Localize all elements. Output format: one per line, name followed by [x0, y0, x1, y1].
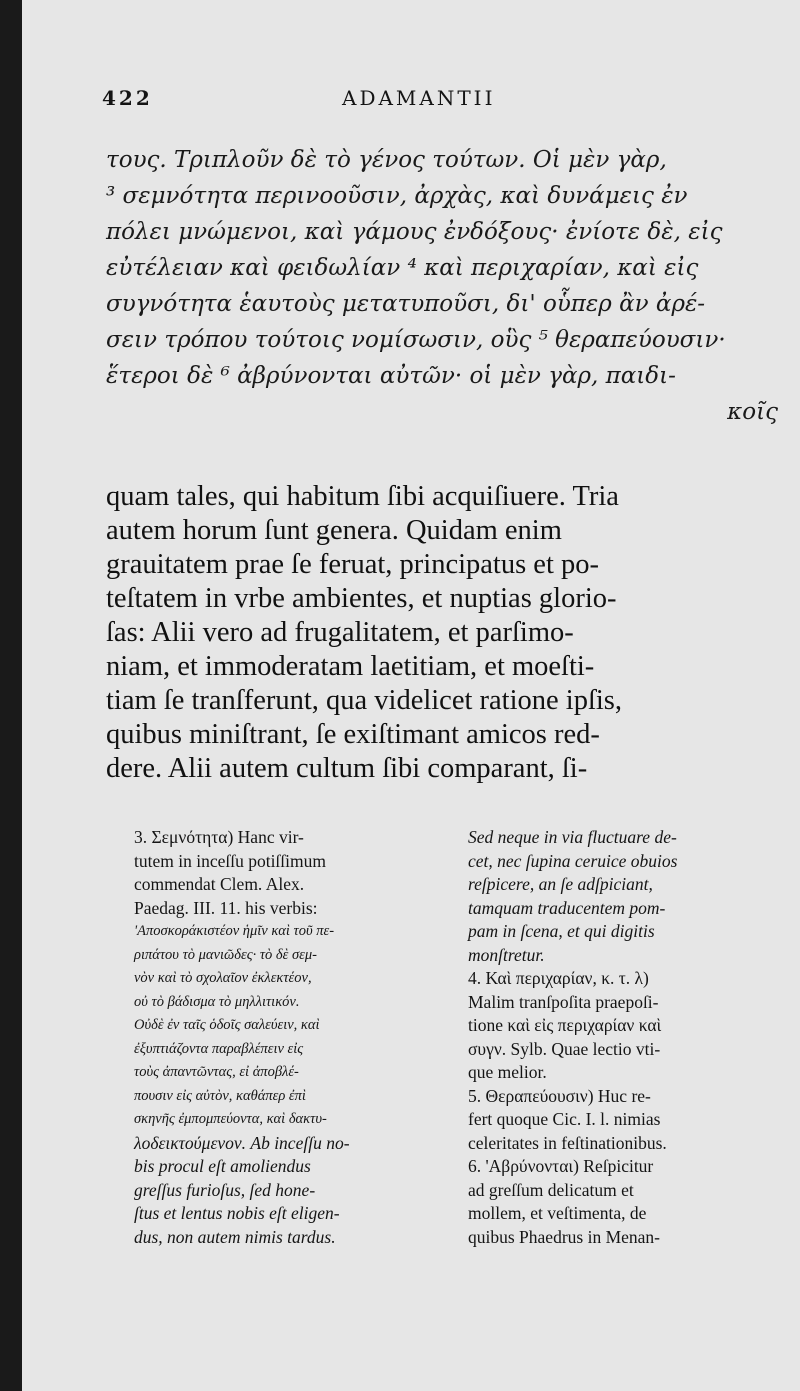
footnote-right-line: 4. Καὶ περιχαρίαν, κ. τ. λ) [468, 968, 649, 988]
footnote-right-line: 6. 'Αβρύνονται) Reſpicitur [468, 1156, 654, 1176]
latin-text-line: teſtatem in vrbe ambientes, et nuptias glorio- [106, 583, 617, 614]
catchword: κοῖς [727, 399, 778, 425]
footnote-right-line: cet, nec ſupina ceruice obuios [468, 850, 678, 871]
latin-text-line: autem horum ſunt genera. Quidam enim [106, 515, 562, 546]
footnote-right-line: celeritates in feſtinationibus. [468, 1132, 667, 1153]
running-title: ADAMANTII [342, 86, 496, 110]
footnote-left-line: τοὺς ἀπαντῶντας, εἰ ἀποβλέ- [134, 1064, 299, 1080]
footnote-left-line: Οὐδὲ ἐν ταῖς ὁδοῖς σαλεύειν, καὶ [134, 1017, 320, 1033]
footnote-right-line: Malim tranſpoſita praepoſi- [468, 991, 659, 1012]
greek-text-line: πόλει μνώμενοι, καὶ γάμους ἐνδόξους· ἐνίοτε δὲ, εἰς [106, 219, 723, 245]
greek-text-line: σειν τρόπου τούτοις νομίσωσιν, οὓς ⁵ θεραπεύουσιν· [106, 327, 726, 353]
greek-text-block [106, 142, 784, 430]
footnote-left-line: commendat Clem. Alex. [134, 874, 305, 894]
footnote-right-line: mollem, et veſtimenta, de [468, 1203, 647, 1223]
footnote-left-line: σκηνῆς ἐμπομπεύοντα, καὶ δακτυ- [134, 1111, 327, 1127]
greek-text-line: συγνότητα ἑαυτοὺς μετατυποῦσι, δι' οὗπερ ἂν ἀρέ- [106, 291, 706, 317]
footnote-right-line: tione καὶ εἰς περιχαρίαν καὶ [468, 1015, 662, 1035]
footnote-left-line: οὐ τὸ βάδισμα τὸ μηλλιτικόν. [134, 993, 300, 1010]
footnote-right-line: que melior. [468, 1062, 547, 1082]
footnote-right-line: Sed neque in via fluctuare de- [468, 827, 677, 847]
latin-text-line: tiam ſe tranſferunt, qua videlicet ratione ipſis, [106, 685, 622, 716]
footnote-right-line: pam in ſcena, et qui digitis [468, 921, 655, 941]
greek-text-line: ³ σεμνότητα περινοοῦσιν, ἀρχὰς, καὶ δυνάμεις ἐν [106, 183, 688, 209]
latin-text-line: quam tales, qui habitum ſibi acquiſiuere. Tria [106, 481, 619, 512]
footnote-left-line: tutem in inceſſu potiſſimum [134, 850, 326, 871]
footnote-right-line: ad greſſum delicatum et [468, 1179, 634, 1200]
footnote-left-line: Paedag. III. 11. his verbis: [134, 897, 318, 918]
footnote-right-line: reſpicere, an ſe adſpiciant, [468, 874, 653, 894]
greek-text-line: τους. Τριπλοῦν δὲ τὸ γένος τούτων. Οἱ μὲν γὰρ, [106, 147, 667, 173]
page-header [102, 86, 742, 126]
latin-text-line: quibus miniſtrant, ſe exiſtimant amicos red- [106, 719, 600, 750]
latin-text-line: niam, et immoderatam laetitiam, et moeſti- [106, 651, 595, 682]
footnote-left-line: 3. Σεμνότητα) Hanc vir- [134, 827, 304, 847]
latin-translation-block [106, 480, 796, 786]
footnote-right-line: quibus Phaedrus in Menan- [468, 1226, 660, 1247]
footnote-left-line: bis procul eſt amoliendus [134, 1156, 311, 1176]
greek-text-line: ἕτεροι δὲ ⁶ ἀβρύνονται αὐτῶν· οἱ μὲν γὰρ, παιδι- [106, 363, 676, 389]
latin-text-line: grauitatem prae ſe feruat, principatus et po- [106, 549, 599, 580]
latin-text-line: dere. Alii autem cultum ſibi comparant, ſi- [106, 753, 588, 784]
footnote-left-line: λοδεικτούμενον. Ab inceſſu no- [134, 1132, 350, 1153]
footnotes [106, 826, 786, 1346]
footnote-left-line: dus, non autem nimis tardus. [134, 1226, 336, 1247]
footnotes-left-column [134, 826, 444, 1249]
book-page [22, 0, 800, 1391]
greek-text-line: εὐτέλειαν καὶ φειδωλίαν ⁴ καὶ περιχαρίαν, καὶ εἰς [106, 255, 699, 281]
footnote-left-line: νὸν καὶ τὸ σχολαῖον ἐκλεκτέον, [134, 970, 312, 986]
footnote-left-line: ſtus et lentus nobis eſt eligen- [134, 1203, 340, 1223]
footnote-left-line: 'Αποσκοράκιστέον ἡμῖν καὶ τοῦ πε- [134, 923, 335, 939]
latin-text-line: ſas: Alii vero ad frugalitatem, et parſimo- [106, 617, 574, 648]
footnote-right-line: tamquam traducentem pom- [468, 897, 666, 918]
footnote-right-line: 5. Θεραπεύουσιν) Huc re- [468, 1085, 651, 1106]
footnote-left-line: ριπάτου τὸ μανιῶδες· τὸ δὲ σεμ- [134, 946, 317, 963]
footnotes-right-column [468, 826, 790, 1249]
footnote-left-line: ἐξυπτιάζοντα παραβλέπειν εἰς [134, 1040, 304, 1057]
footnote-right-line: συγν. Sylb. Quae lectio vti- [468, 1038, 661, 1059]
footnote-right-line: monſtretur. [468, 944, 545, 965]
footnote-left-line: greſſus furioſus, ſed hone- [134, 1179, 316, 1200]
page-number: 422 [102, 86, 153, 110]
footnote-right-line: fert quoque Cic. I. l. nimias [468, 1109, 661, 1129]
footnote-left-line: πουσιν εἰς αὐτὸν, καθάπερ ἐπὶ [134, 1087, 306, 1104]
